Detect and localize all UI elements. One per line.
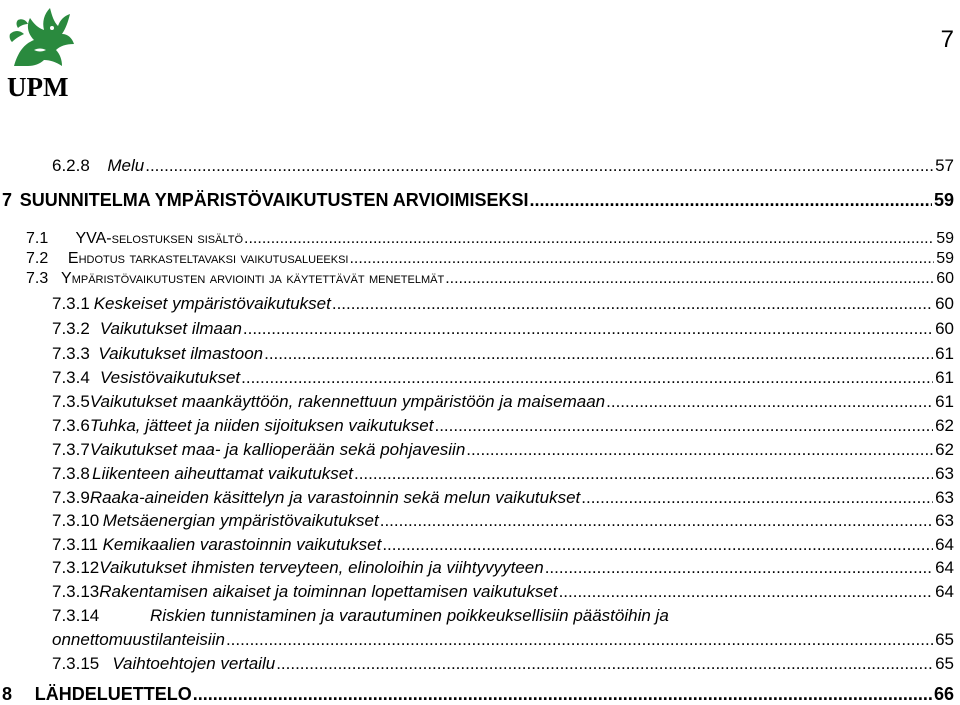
- toc-title: Vaikutukset maa- ja kallioperään sekä pohjavesiin: [89, 440, 466, 459]
- dot-leader: [380, 511, 933, 531]
- toc-entry[interactable]: [2, 684, 954, 705]
- toc-title: Vaikutukset maankäyttöön, rakennettuun ympäristöön ja maisemaan: [89, 392, 606, 411]
- dot-leader: [243, 319, 933, 339]
- toc-entry[interactable]: [52, 440, 954, 460]
- dot-leader: [244, 230, 934, 248]
- toc-title: Vaihtoehtojen vertailu: [112, 654, 276, 673]
- toc-title: Melu: [107, 156, 145, 175]
- toc-page: 66: [933, 684, 954, 704]
- toc-entry[interactable]: [52, 368, 954, 388]
- toc-number: 7.3.11: [52, 535, 99, 554]
- dot-leader: [193, 684, 932, 705]
- toc-page: 63: [935, 511, 954, 530]
- toc-number: 7.3.8: [52, 464, 90, 483]
- toc-page: 64: [935, 535, 954, 554]
- toc-title: Metsäenergian ympäristövaikutukset: [102, 511, 379, 530]
- toc-page: 60: [935, 319, 954, 338]
- toc-number: 7.3.2: [52, 319, 90, 338]
- toc-number: 7.3.1: [52, 294, 90, 313]
- toc-page: 61: [935, 392, 954, 411]
- toc-page: 60: [935, 294, 954, 313]
- dot-leader: [434, 416, 933, 436]
- griffin-icon: [4, 4, 78, 74]
- toc-title: Tuhka, jätteet ja niiden sijoituksen vaikutukset: [89, 416, 434, 435]
- toc-title-continued: onnettomuustilanteisiin: [52, 630, 225, 649]
- toc-entry[interactable]: [52, 416, 954, 436]
- dot-leader: [264, 344, 933, 364]
- toc-page: 57: [935, 156, 954, 175]
- toc-entry[interactable]: [52, 630, 954, 650]
- dot-leader: [145, 156, 933, 176]
- toc-entry[interactable]: [52, 654, 954, 674]
- dot-leader: [241, 368, 933, 388]
- toc-title: Ehdotus tarkasteltavaksi vaikutusalueeksi: [67, 250, 349, 267]
- toc-entry[interactable]: [26, 250, 954, 268]
- toc-number: 7.3.5: [52, 392, 90, 411]
- toc-title: Vesistövaikutukset: [99, 368, 241, 387]
- toc-number: 7.1: [26, 230, 49, 247]
- toc-number: 7: [2, 190, 13, 210]
- toc-number: 6.2.8: [52, 156, 90, 175]
- toc-number: 7.3.6: [52, 416, 90, 435]
- toc-page: 59: [933, 190, 954, 210]
- toc-entry[interactable]: [52, 392, 954, 412]
- toc-number: 7.3.12: [52, 558, 100, 577]
- toc-title: Raaka-aineiden käsittelyn ja varastoinnin sekä melun vaikutukset: [89, 488, 581, 507]
- upm-logo: [4, 4, 78, 100]
- toc-entry[interactable]: [52, 319, 954, 339]
- toc-number: 7.3.3: [52, 344, 90, 363]
- toc-number: 7.3.7: [52, 440, 90, 459]
- toc-page: 64: [935, 582, 954, 601]
- toc-number: 7.3.13: [52, 582, 100, 601]
- toc-entry[interactable]: [52, 488, 954, 508]
- toc-entry[interactable]: [26, 230, 954, 248]
- logo-text: UPM: [7, 72, 69, 102]
- toc-page: 59: [936, 250, 954, 267]
- dot-leader: [530, 190, 932, 211]
- toc-title: Ympäristövaikutusten arviointi ja käytettävät menetelmät: [61, 270, 445, 287]
- dot-leader: [349, 250, 934, 268]
- toc-title: Kemikaalien varastoinnin vaikutukset: [102, 535, 382, 554]
- dot-leader: [382, 535, 933, 555]
- toc-entry[interactable]: [52, 464, 954, 484]
- toc-title: LÄHDELUETTELO: [34, 684, 192, 704]
- toc-title: Liikenteen aiheuttamat vaikutukset: [92, 464, 353, 483]
- toc-entry[interactable]: [52, 294, 954, 314]
- toc-page: 61: [935, 368, 954, 387]
- page-number: 7: [940, 26, 954, 53]
- toc-page: 63: [935, 464, 954, 483]
- toc-entry[interactable]: [26, 270, 954, 288]
- toc-title: Vaikutukset ilmastoon: [98, 344, 264, 363]
- toc-page: 65: [935, 630, 954, 649]
- dot-leader: [445, 270, 934, 288]
- toc-entry-first-line[interactable]: [52, 606, 669, 626]
- toc-title: Vaikutukset ihmisten terveyteen, elinoloihin ja viihtyvyyteen: [99, 558, 544, 577]
- toc-title: YVA-selostuksen sisältö: [75, 230, 244, 247]
- dot-leader: [354, 464, 933, 484]
- toc-title: SUUNNITELMA YMPÄRISTÖVAIKUTUSTEN ARVIOIMISEKSI: [19, 190, 529, 210]
- toc-number: 7.2: [26, 250, 49, 267]
- toc-entry[interactable]: [52, 344, 954, 364]
- dot-leader: [276, 654, 933, 674]
- toc-title: Riskien tunnistaminen ja varautuminen poikkeuksellisiin päästöihin ja: [150, 606, 669, 625]
- toc-page: 61: [935, 344, 954, 363]
- toc-entry[interactable]: [52, 535, 954, 555]
- toc-title: Keskeiset ympäristövaikutukset: [93, 294, 331, 313]
- toc-number: 7.3.9: [52, 488, 90, 507]
- toc-number: 7.3.15: [52, 654, 100, 673]
- dot-leader: [466, 440, 933, 460]
- toc-title: Rakentamisen aikaiset ja toiminnan lopettamisen vaikutukset: [99, 582, 558, 601]
- toc-number: 8: [2, 684, 13, 704]
- toc-entry[interactable]: [52, 558, 954, 578]
- toc-number: 7.3.14: [52, 606, 100, 625]
- toc-page: 63: [935, 488, 954, 507]
- toc-number: 7.3.10: [52, 511, 100, 530]
- dot-leader: [545, 558, 933, 578]
- toc-page: 60: [936, 270, 954, 287]
- toc-entry[interactable]: [52, 511, 954, 531]
- dot-leader: [581, 488, 933, 508]
- dot-leader: [332, 294, 933, 314]
- toc-title: Vaikutukset ilmaan: [99, 319, 242, 338]
- toc-page: 64: [935, 558, 954, 577]
- dot-leader: [559, 582, 934, 602]
- toc-entry[interactable]: [52, 156, 954, 176]
- toc-number: 7.3.4: [52, 368, 90, 387]
- toc-page: 65: [935, 654, 954, 673]
- dot-leader: [226, 630, 933, 650]
- toc-page: 62: [935, 440, 954, 459]
- toc-entry[interactable]: [2, 190, 954, 211]
- toc-page: 62: [935, 416, 954, 435]
- dot-leader: [606, 392, 933, 412]
- toc-entry[interactable]: [52, 582, 954, 602]
- toc-number: 7.3: [26, 270, 49, 287]
- toc-page: 59: [936, 230, 954, 247]
